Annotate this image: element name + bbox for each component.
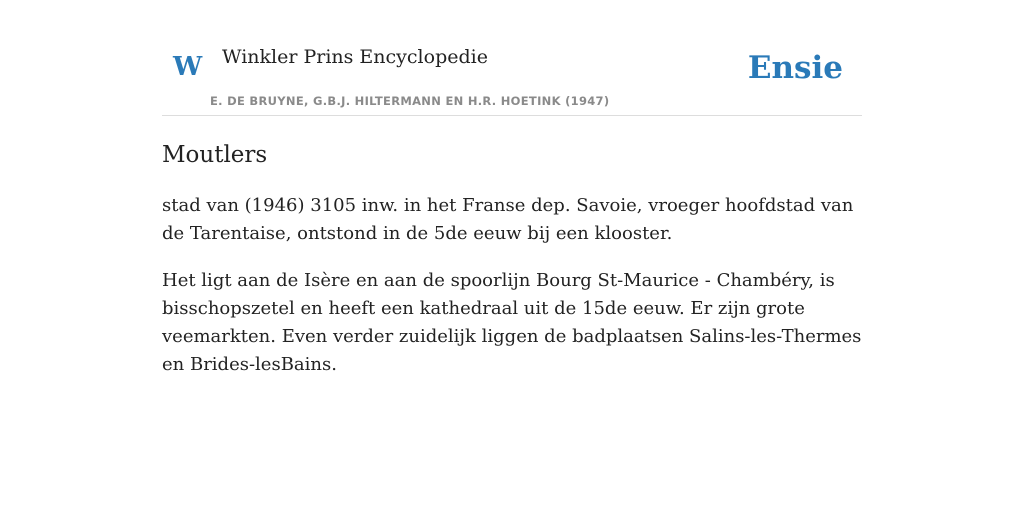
authors-line: E. DE BRUYNE, G.B.J. HILTERMANN EN H.R. HOETINK (1947) <box>210 94 610 108</box>
entry-paragraph: stad van (1946) 3105 inw. in het Franse dep. Savoie, vroeger hoofdstad van de Tarentaise, ontstond in de 5de eeuw bij een klooster. <box>162 195 854 244</box>
entry-title: Moutlers <box>162 142 268 168</box>
source-header <box>162 0 862 116</box>
ensie-logo-link[interactable]: Ensie <box>747 50 843 86</box>
encyclopedia-logo-icon[interactable]: W <box>173 52 203 82</box>
entry-content <box>162 192 862 379</box>
page <box>162 0 862 379</box>
entry-paragraph: Het ligt aan de Isère en aan de spoorlijn Bourg St-Maurice - Chambéry, is bisschopszetel en heeft een kathedraal uit de 15de eeuw. Er zijn grote veemarkten. Even verder zuidelijk liggen de badplaatsen Salins-les-Thermes en Brides-lesBains. <box>162 270 862 375</box>
encyclopedia-title-link[interactable]: Winkler Prins Encyclopedie <box>222 46 488 68</box>
